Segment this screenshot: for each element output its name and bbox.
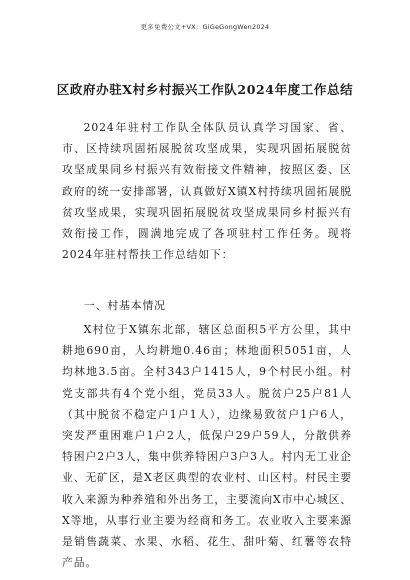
intro-paragraph-block	[62, 117, 352, 265]
header-promo-note: 更多免费公文+VX：GiGeGongWen2024	[140, 23, 270, 31]
document-title: 区政府办驻X村乡村振兴工作队2024年度工作总结	[56, 82, 354, 97]
section1-paragraph-block	[62, 319, 352, 573]
intro-paragraph: 2024年驻村工作队全体队员认真学习国家、省、市、区持续巩固拓展脱贫攻坚成果，实现巩固拓展脱贫攻坚成果同乡村振兴有效衔接文件精神，按照区委、区政府的统一安排部署，认真做好X镇X村持续巩固拓展脱贫攻坚成果，实现巩固拓展脱贫攻坚成果同乡村振兴有效衔接工作，圆满地完成了各项驻村工作任务。现将2024年驻村帮扶工作总结如下：	[62, 121, 352, 262]
section-heading-basic-info: 一、村基本情况	[84, 299, 166, 312]
section1-paragraph: X村位于X镇东北部，辖区总面积5平方公里，其中耕地690亩，人均耕地0.46亩；林地面积5051亩，人均林地3.5亩。全村343户1415人，9个村民小组。村党支部共有4个党小组，党员33人。脱贫户25户81人（其中脱贫不稳定户1户1人），边缘易致贫户1户6人，突发严重困难户1户2人，低保户29户59人，分散供养特困户2户3人，集中供养特困户3户3人。村内无工业企业、无矿区，是X老区典型的农业村、山区村。村民主要收入来源为种养殖和外出务工，主要流向X市中心城区、X等地，从事行业主要为经商和务工。农业收入主要来源是销售蔬菜、水果、水稻、花生、甜叶菊、红薯等农特产品。	[62, 323, 352, 570]
